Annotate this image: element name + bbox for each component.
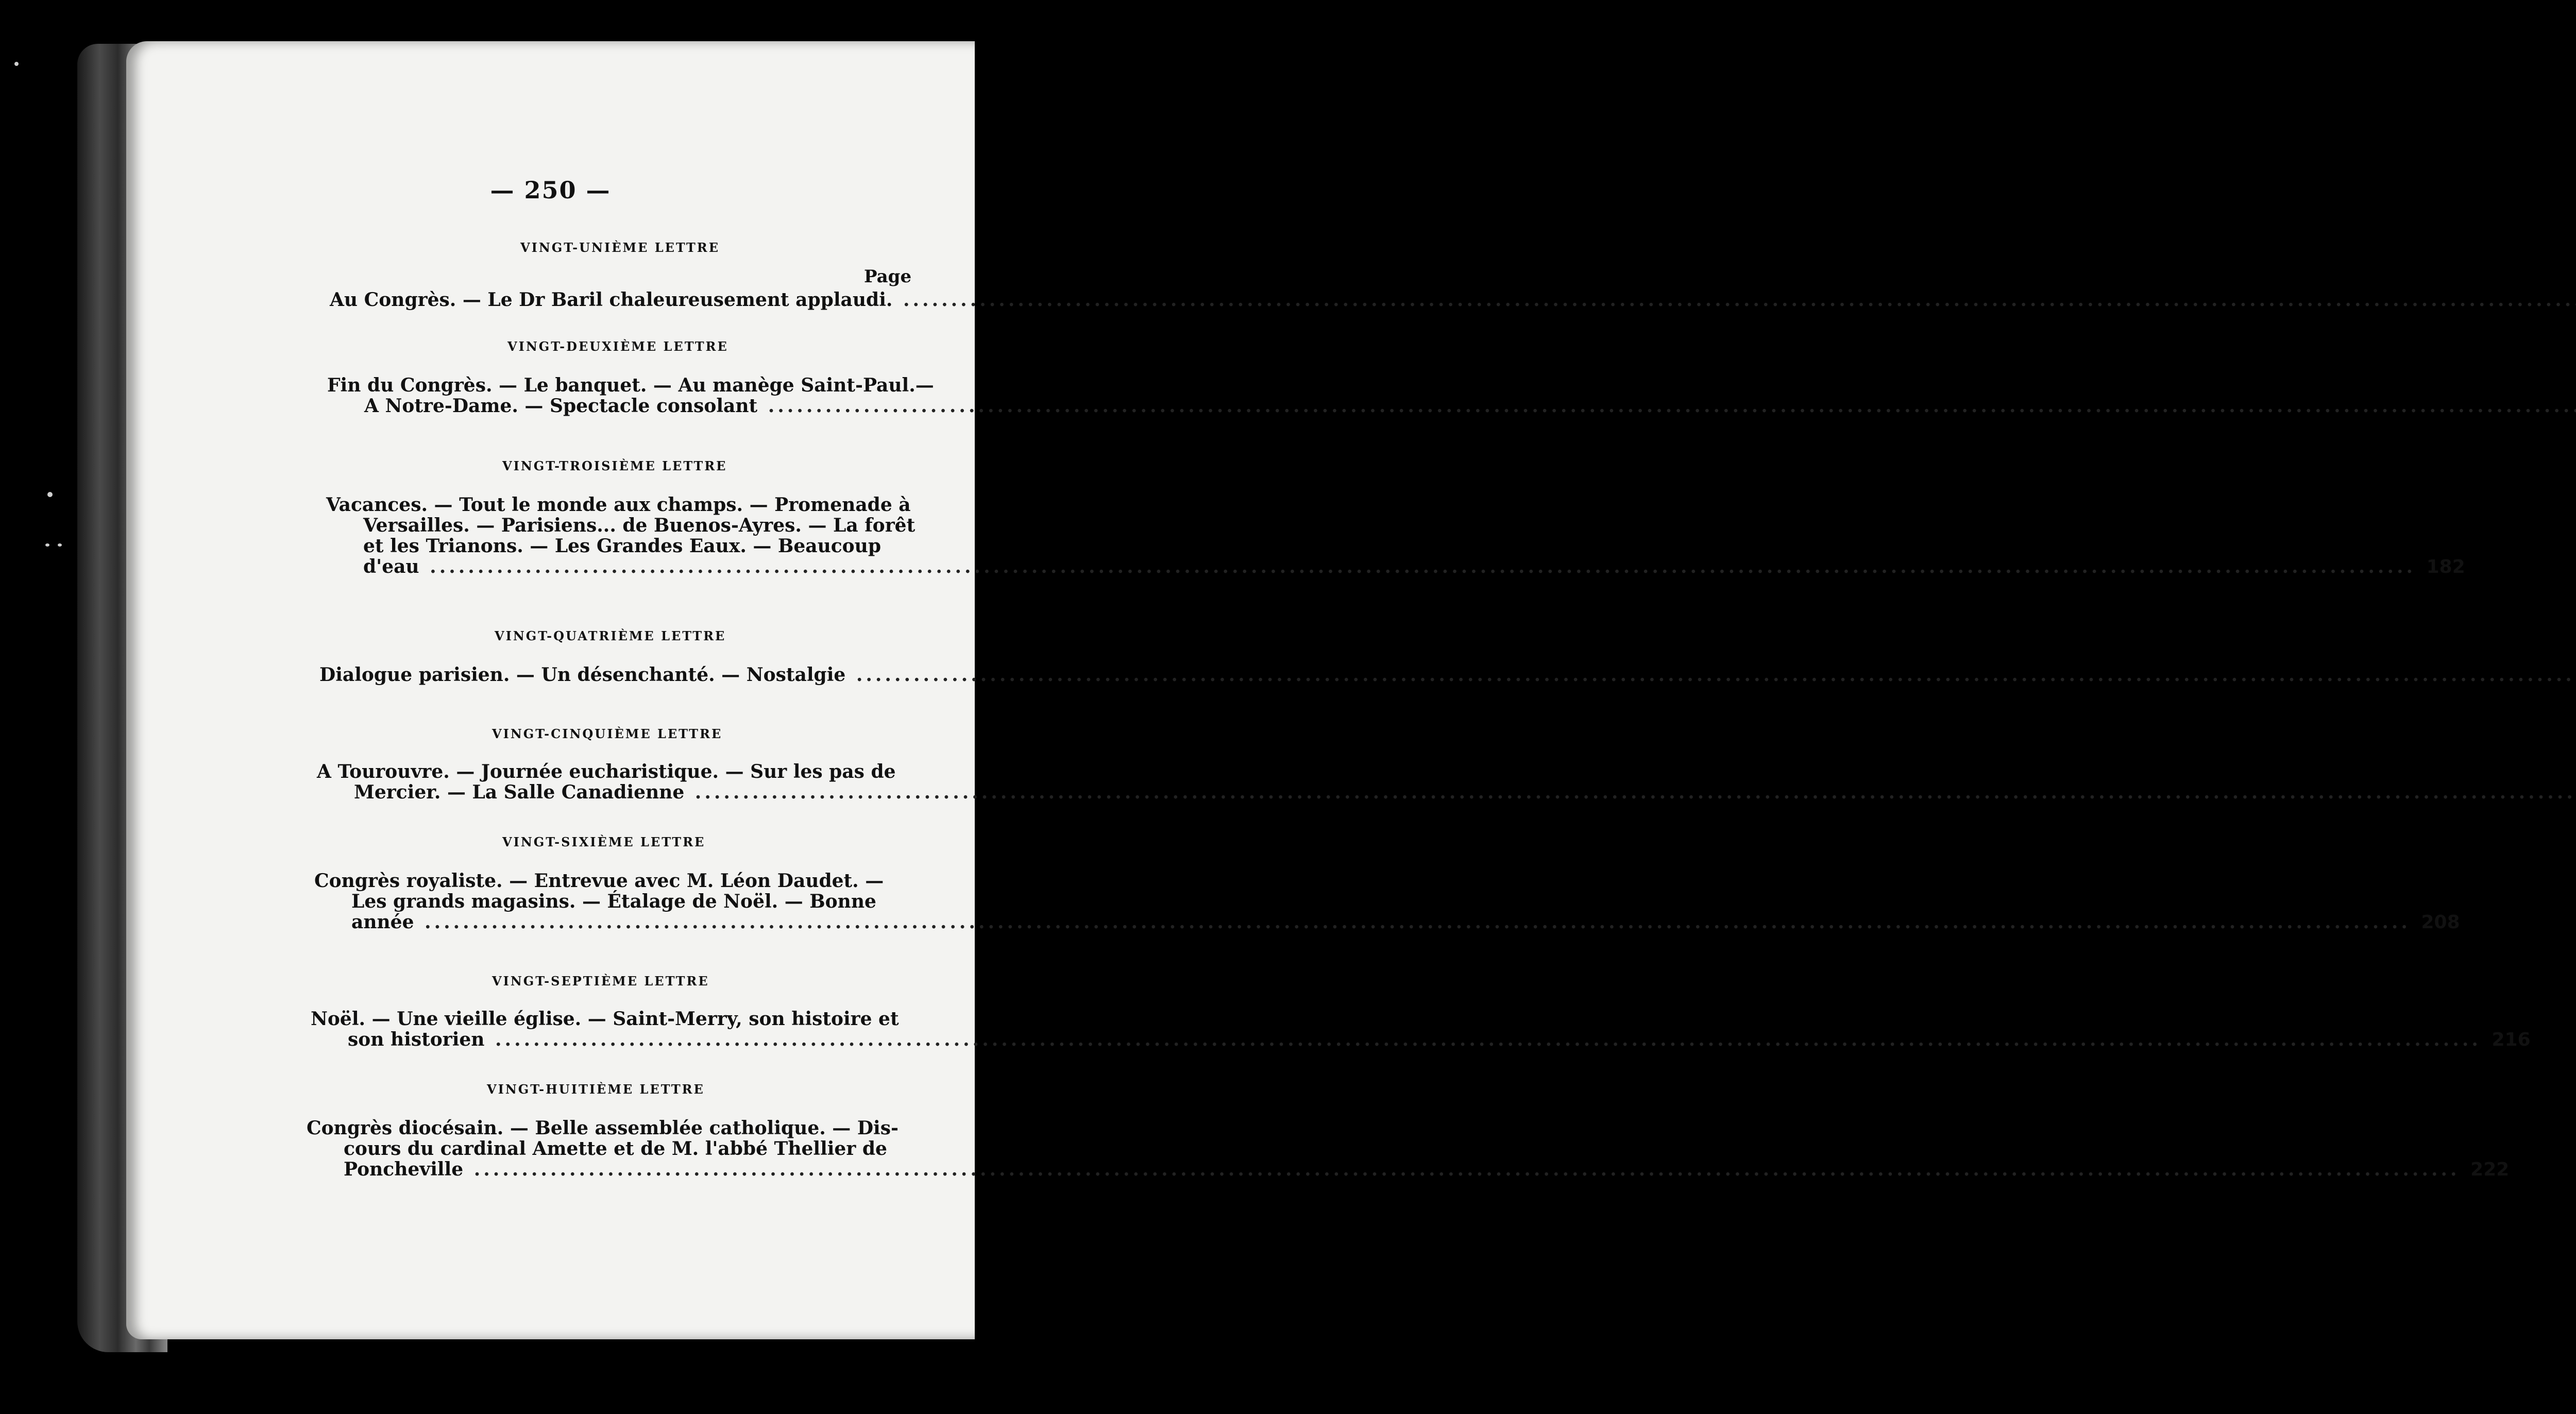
letter-heading: VINGT-UNIÈME LETTRE [520, 240, 720, 255]
scan-speck [47, 492, 53, 497]
entry-text: d'eau [363, 556, 419, 577]
entry-page: 182 [2426, 556, 2465, 577]
letter-heading: VINGT-QUATRIÈME LETTRE [495, 628, 726, 643]
entry-page: 216 [2492, 1029, 2531, 1050]
entry-page: 208 [2421, 912, 2460, 933]
dot-leader [430, 556, 2416, 577]
toc-entry [311, 1008, 2531, 1050]
entry-text: Au Congrès. — Le Dr Baril chaleureusement applaudi. [330, 289, 893, 311]
entry-text: Mercier. — La Salle Canadienne [354, 781, 685, 803]
dot-leader [856, 664, 2576, 686]
toc-entry [307, 1117, 2510, 1180]
dot-leader [474, 1159, 2460, 1180]
letter-heading: VINGT-SIXIÈME LETTRE [502, 834, 706, 849]
letter-heading: VINGT-CINQUIÈME LETTRE [492, 726, 723, 741]
entry-text: année [351, 911, 414, 933]
entry-line: Fin du Congrès. — Le banquet. — Au manège Saint-Paul.— [327, 374, 934, 396]
dot-leader [695, 781, 2576, 803]
letter-heading: VINGT-HUITIÈME LETTRE [487, 1082, 705, 1097]
letter-heading: VINGT-SEPTIÈME LETTRE [492, 974, 709, 989]
entry-line: Congrès diocésain. — Belle assemblée catholique. — Dis- [307, 1117, 899, 1139]
toc-entry [326, 494, 2465, 577]
letter-heading: VINGT-DEUXIÈME LETTRE [507, 339, 728, 354]
dot-leader [903, 289, 2576, 311]
toc-entry [317, 761, 896, 803]
entry-page: 222 [2470, 1159, 2510, 1180]
toc-entry [319, 665, 848, 686]
entry-text: A Notre-Dame. — Spectacle consolant [364, 395, 758, 417]
entry-line: Les grands magasins. — Étalage de Noël. — Bonne [351, 891, 876, 912]
dot-leader [495, 1029, 2481, 1050]
entry-text: Dialogue parisien. — Un désenchanté. — Nostalgie [319, 664, 846, 686]
letter-heading: VINGT-TROISIÈME LETTRE [502, 458, 727, 473]
toc-entry [330, 289, 893, 311]
entry-line: Vacances. — Tout le monde aux champs. — Promenade à [326, 494, 911, 516]
entry-text: son historien [348, 1029, 485, 1050]
entry-text: Poncheville [344, 1159, 464, 1180]
dot-leader [768, 395, 2576, 417]
scan-speck [58, 543, 62, 547]
scan-speck [14, 62, 19, 66]
page-column-label: Page [864, 266, 912, 287]
entry-line: Versailles. — Parisiens... de Buenos-Ayres. — La forêt [363, 515, 916, 536]
book-page [126, 41, 2531, 1339]
entry-line: Noël. — Une vieille église. — Saint-Merry, son histoire et [311, 1008, 899, 1030]
entry-line: et les Trianons. — Les Grandes Eaux. — Beaucoup [363, 535, 882, 557]
entry-line: Congrès royaliste. — Entrevue avec M. Léon Daudet. — [314, 870, 884, 892]
entry-line: cours du cardinal Amette et de M. l'abbé Thellier de [344, 1138, 887, 1160]
scan-speck [45, 543, 49, 547]
toc-entry [327, 374, 934, 417]
dot-leader [425, 911, 2411, 933]
page-number: — 250 — [490, 176, 611, 204]
toc-entry [314, 870, 2460, 933]
entry-line: A Tourouvre. — Journée eucharistique. — Sur les pas de [317, 761, 896, 782]
